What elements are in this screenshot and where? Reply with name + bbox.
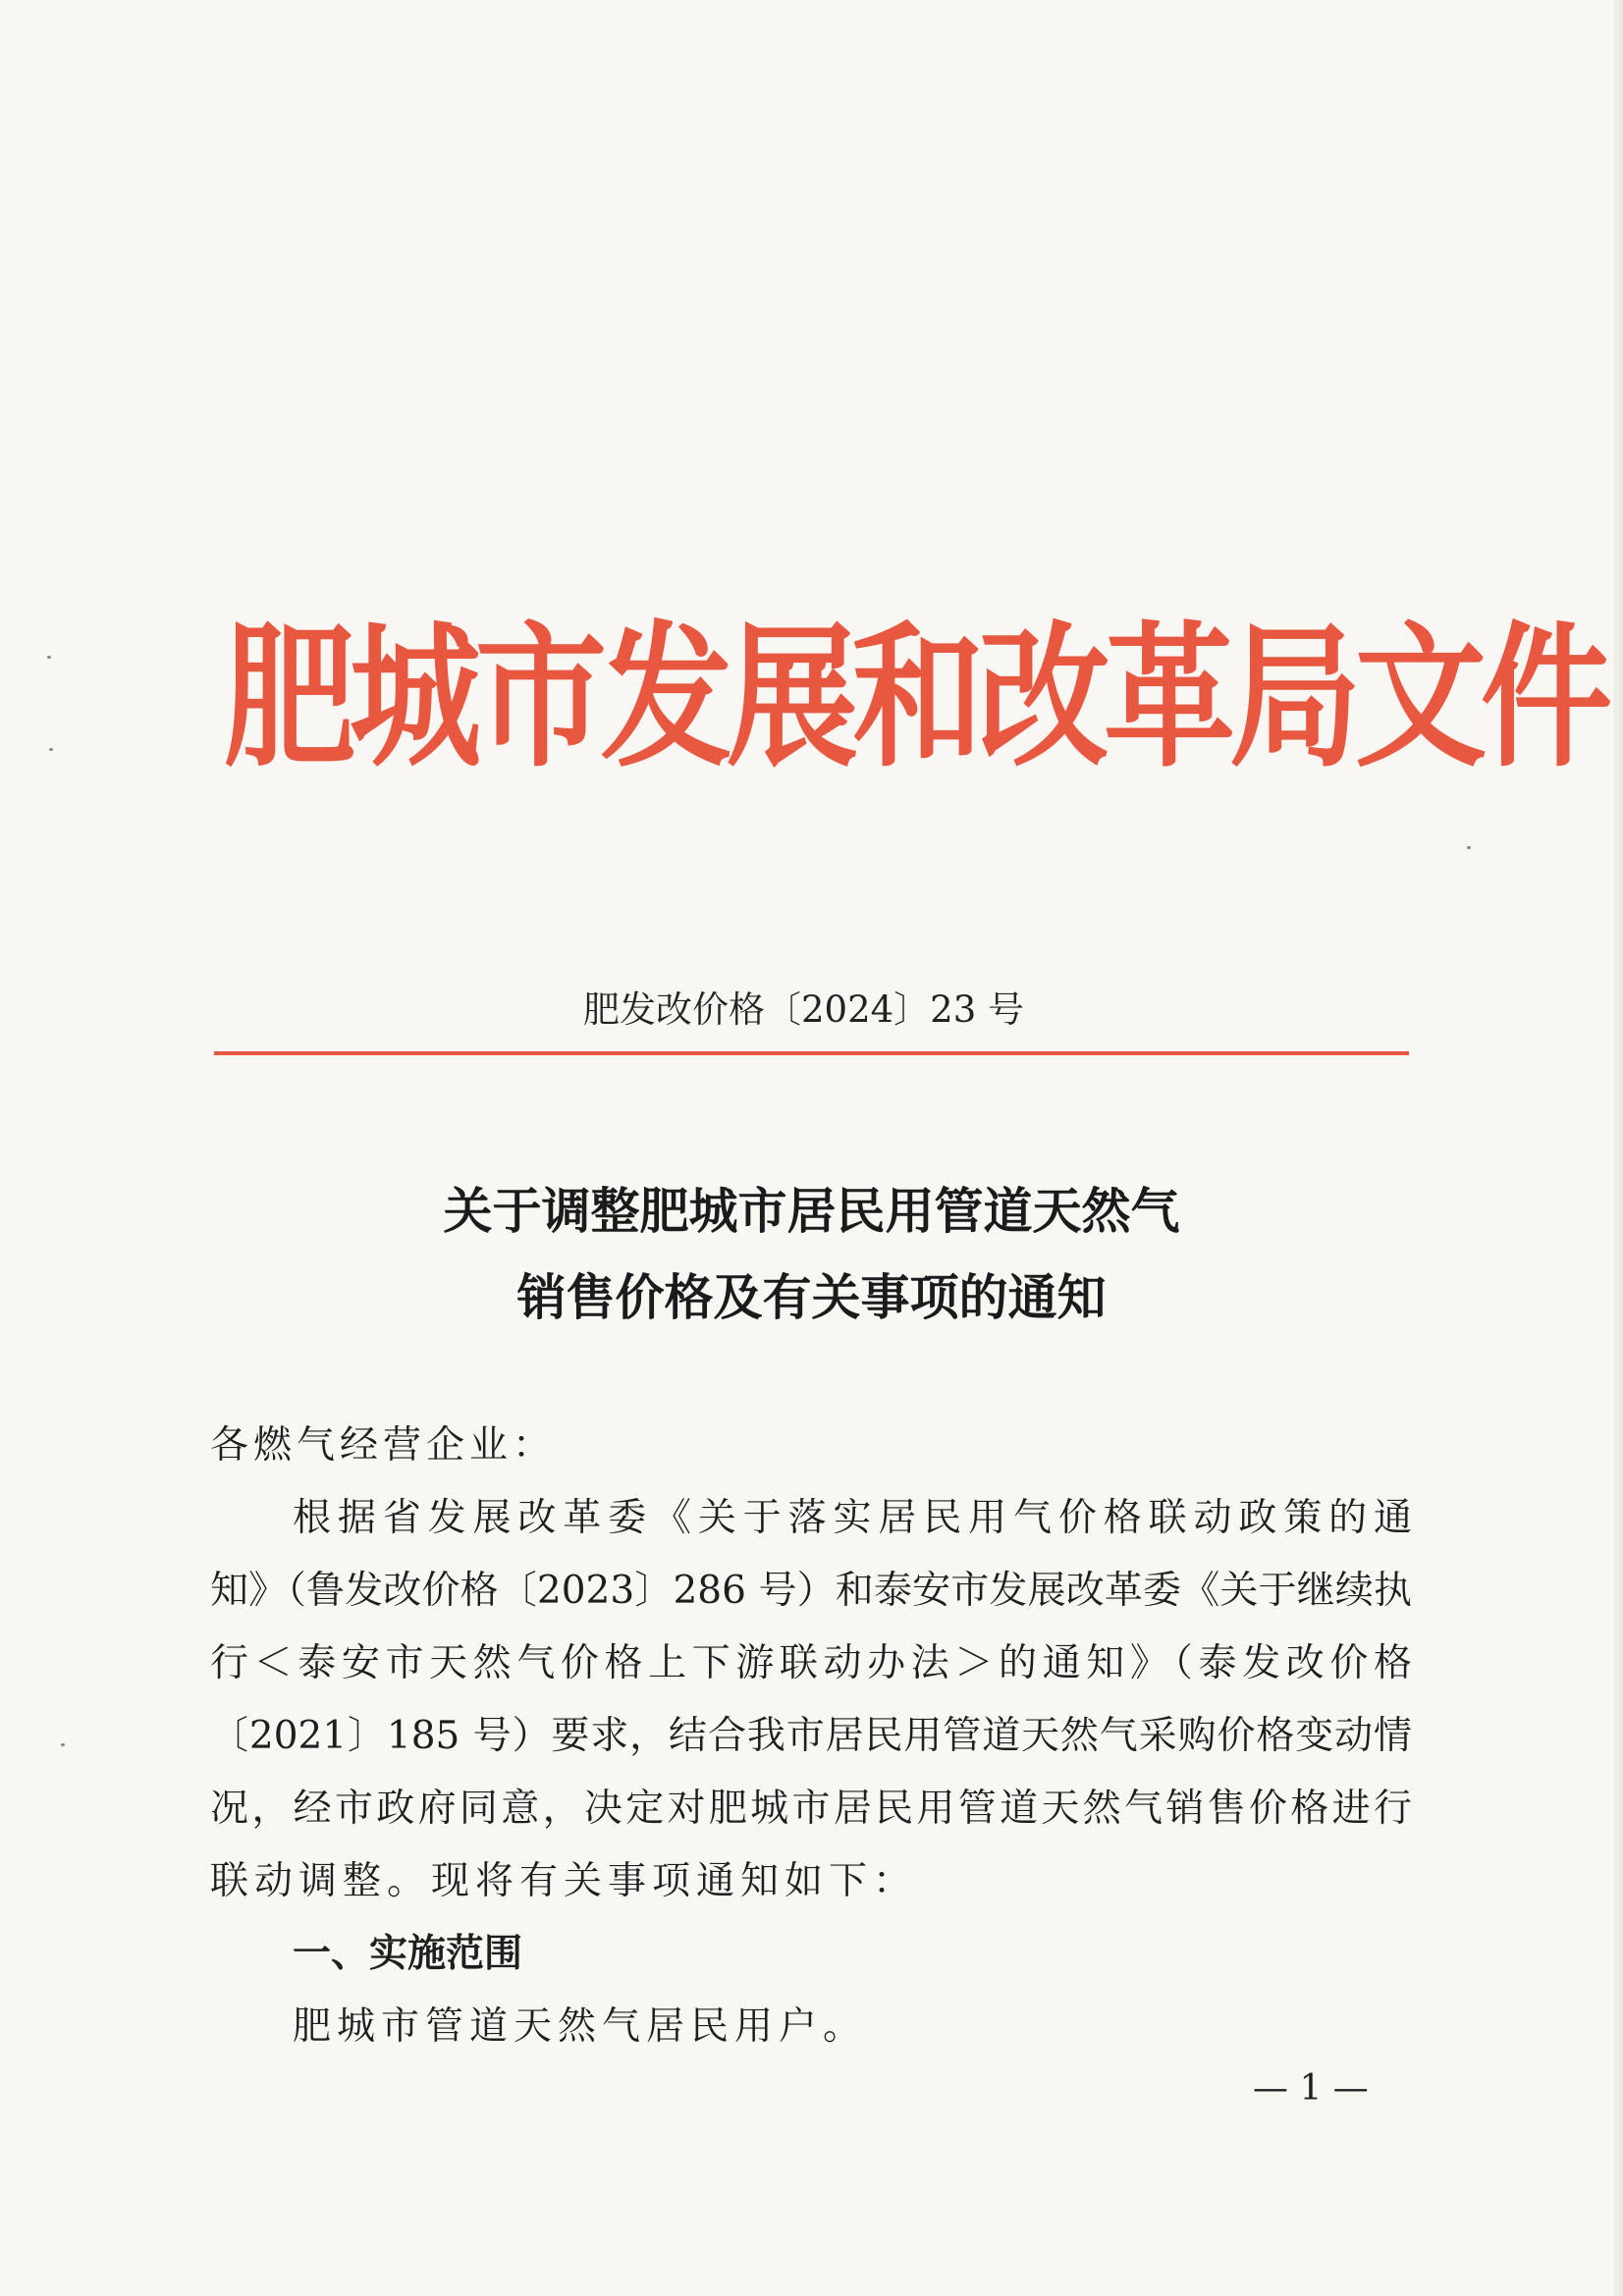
section-1-heading: 一、实施范围 — [293, 1932, 523, 1976]
page-number: — 1 — — [1253, 2068, 1369, 2109]
body-line-6: 联动调整。现将有关事项通知如下： — [210, 1859, 918, 1903]
red-separator-line — [214, 1051, 1409, 1055]
org-header-title: 肥城市发展和改革局文件 — [224, 605, 1607, 789]
body-line-5: 况，经市政府同意，决定对肥城市居民用管道天然气销售价格进行 — [210, 1787, 1412, 1831]
body-line-2: 知》（鲁发改价格〔2023〕286 号）和泰安市发展改革委《关于继续执 — [210, 1569, 1412, 1613]
scan-edge — [1613, 0, 1623, 2296]
scan-speck — [61, 1743, 65, 1746]
scan-speck — [47, 656, 51, 659]
scan-speck — [49, 748, 53, 751]
scan-speck — [1467, 846, 1471, 849]
document-number: 肥发改价格〔2024〕23 号 — [583, 988, 1025, 1031]
document-title-line-2: 销售价格及有关事项的通知 — [516, 1269, 1107, 1326]
body-line-4: 〔2021〕185 号）要求，结合我市居民用管道天然气采购价格变动情 — [210, 1714, 1412, 1758]
body-line-1: 根据省发展改革委《关于落实居民用气价格联动政策的通 — [293, 1496, 1412, 1540]
document-title-line-1: 关于调整肥城市居民用管道天然气 — [443, 1183, 1180, 1240]
salutation: 各燃气经营企业： — [210, 1423, 557, 1468]
section-1-text: 肥城市管道天然气居民用户。 — [293, 2004, 868, 2049]
body-line-3: 行＜泰安市天然气价格上下游联动办法＞的通知》（泰发改价格 — [210, 1641, 1412, 1685]
